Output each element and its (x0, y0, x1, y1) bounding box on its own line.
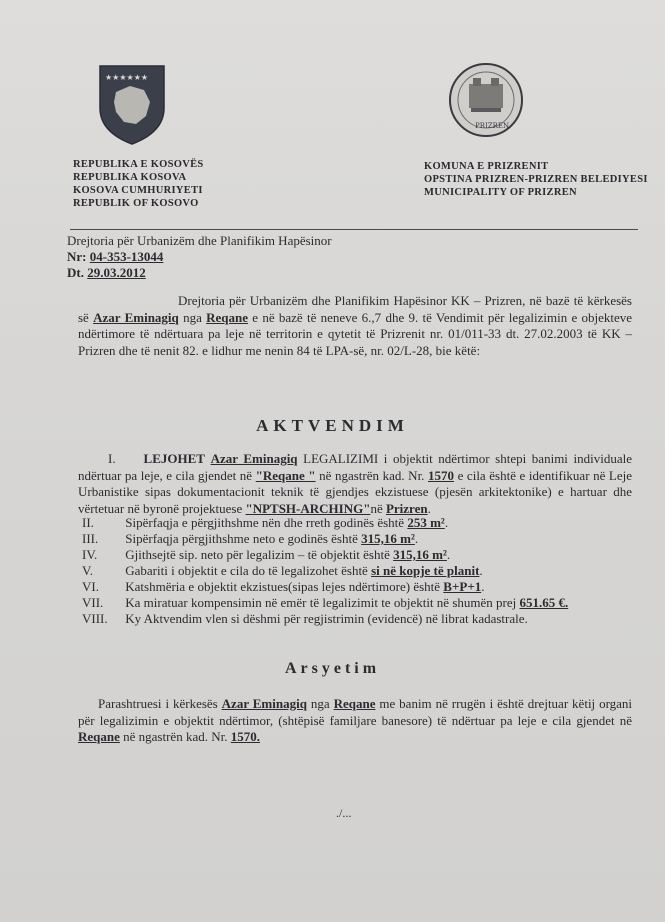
decision-item (82, 595, 568, 611)
item-tail: . (414, 531, 419, 546)
parcel-number: 1570. (230, 729, 260, 744)
header-left-line: KOSOVA CUMHURIYETI (73, 185, 203, 196)
design-firm: "NPTSH-ARCHING" (245, 500, 371, 516)
applicant-name: Azar Eminagiq (210, 451, 298, 466)
object-place: "Reqane " (255, 467, 316, 483)
item-tail: . (481, 579, 485, 594)
item-number: I. (108, 451, 116, 466)
item-text: Sipërfaqja e përgjithshme nën dhe rreth godinës është (125, 515, 405, 530)
reference-block (67, 233, 332, 281)
intro-text: Drejtoria për Urbanizëm dhe Planifikim Hapësinor KK – Prizren, në bazë të kërkesës së (78, 293, 632, 325)
applicant-name: Azar Eminagiq (93, 309, 179, 325)
item-text: në ngastrën kad. Nr. (319, 467, 425, 483)
item-text: Sipërfaqja përgjithshme neto e godinës është (125, 531, 358, 546)
reasoning-text: nga (310, 696, 330, 711)
svg-text:★★★★★★: ★★★★★★ (105, 73, 149, 82)
item-text: e cila është e identifikuar në Leje Urbanistike sipas dokumentacionit teknik të gjendjes ekzistuese (pjesën arkitektonike) e hartuar dhe vërtetuar në byronë projektuese (78, 467, 633, 516)
decision-item (82, 515, 448, 531)
header-right-line: KOMUNA E PRIZRENIT (424, 161, 549, 172)
reasoning-text: me banim në rrugën i është drejtuar këtij organi për legalizimin e objektit ndërtimor, (shtëpisë familjare banesore) të ndërtuar pa leje e cila gjendet në (78, 696, 633, 728)
header-right-line: MUNICIPALITY OF PRIZREN (424, 187, 577, 198)
parcel-number: 1570 (428, 467, 455, 483)
reference-date (67, 265, 332, 281)
header-left-line: REPUBLIKA E KOSOVËS (73, 159, 204, 170)
nr-label: Nr: (67, 249, 87, 264)
item-text: në (370, 500, 383, 516)
intro-text: e në bazë të neneve 6.,7 dhe 9. të Vendimit për legalizimin e objekteve ndërtimore të ndërtuara pa leje në territorin e qytetit të Prizrenit nr. 01/011-33 dt. 27.02.2003 të KK – Prizren dhe të nenit 82. e lidhur me nenin 84 të LPA-së, nr. 02/L-28, bie këtë: (78, 309, 633, 358)
item-text: . (427, 500, 431, 516)
item-text: Ky Aktvendim vlen si dëshmi për regjistrimin (evidencë) në librat kadastrale. (125, 611, 528, 626)
header-left-line: REPUBLIKA KOSOVA (73, 172, 187, 183)
item-text: Gabariti i objektit e cila do të legalizohet është (125, 563, 368, 578)
reasoning-text: në ngastrën kad. Nr. (123, 729, 228, 744)
city-name: Prizren (385, 500, 428, 516)
prizren-seal-icon (447, 60, 525, 146)
item-value: B+P+1 (443, 579, 482, 594)
reasoning-text: Parashtruesi i kërkesës (98, 696, 218, 711)
dt-label: Dt. (67, 265, 84, 280)
kosovo-coat-of-arms-icon (96, 62, 168, 146)
intro-paragraph (78, 293, 632, 359)
item-number: III. (82, 531, 99, 546)
decision-item-1 (78, 451, 632, 517)
svg-text:PRIZREN: PRIZREN (475, 122, 510, 130)
item-number: V. (82, 563, 93, 578)
item-number: VII. (82, 595, 104, 610)
item-value: 315,16 m² (361, 531, 415, 546)
reference-number (67, 249, 332, 265)
header-right-line: OPSTINA PRIZREN-PRIZREN BELEDIYESI (424, 174, 648, 185)
item-value: si në kopje të planit (371, 563, 480, 578)
applicant-place: Reqane (206, 309, 249, 325)
continuation-marker: ./... (336, 806, 352, 820)
item-tail: . (446, 547, 451, 562)
applicant-place: Reqane (333, 696, 376, 711)
item-text: LEJOHET (143, 451, 205, 466)
decision-item (82, 547, 450, 563)
reasoning-title: Arsyetim (284, 660, 381, 677)
intro-text: nga (183, 309, 202, 325)
item-value: 315,16 m² (393, 547, 447, 562)
decision-item (82, 579, 484, 595)
dt-value: 29.03.2012 (87, 265, 146, 280)
department-name: Drejtoria për Urbanizëm dhe Planifikim Hapësinor (67, 233, 332, 248)
decision-item (82, 563, 483, 579)
decision-item (82, 531, 418, 547)
header-right (424, 160, 648, 199)
header-left (73, 158, 204, 210)
item-text: LEGALIZIMI i objektit ndërtimor shtepi banimi individuale ndërtuar pa leje, e cila gjendet në (78, 451, 632, 483)
item-text: Gjithsejtë sip. neto për legalizim – të objektit është (125, 547, 390, 562)
header-left-line: REPUBLIK OF KOSOVO (73, 198, 199, 209)
header-divider (70, 229, 638, 230)
item-number: II. (82, 515, 94, 530)
item-text: Ka miratuar kompensimin në emër të legalizimit te objektit në shumën prej (125, 595, 517, 610)
item-tail: . (479, 563, 483, 578)
item-number: VI. (82, 579, 99, 594)
applicant-name: Azar Eminagiq (221, 696, 307, 711)
item-value: 253 m² (407, 515, 445, 530)
reasoning-paragraph (78, 696, 632, 746)
item-number: IV. (82, 547, 98, 562)
item-value: 651.65 €. (519, 595, 569, 610)
item-tail: . (444, 515, 449, 530)
item-number: VIII. (82, 611, 108, 626)
object-place: Reqane (78, 729, 120, 744)
nr-value: 04-353-13044 (89, 249, 164, 264)
decision-item (82, 611, 528, 627)
decision-title: AKTVENDIM (256, 416, 409, 435)
item-text: Katshmëria e objektit ekzistues(sipas lejes ndërtimore) është (125, 579, 441, 594)
